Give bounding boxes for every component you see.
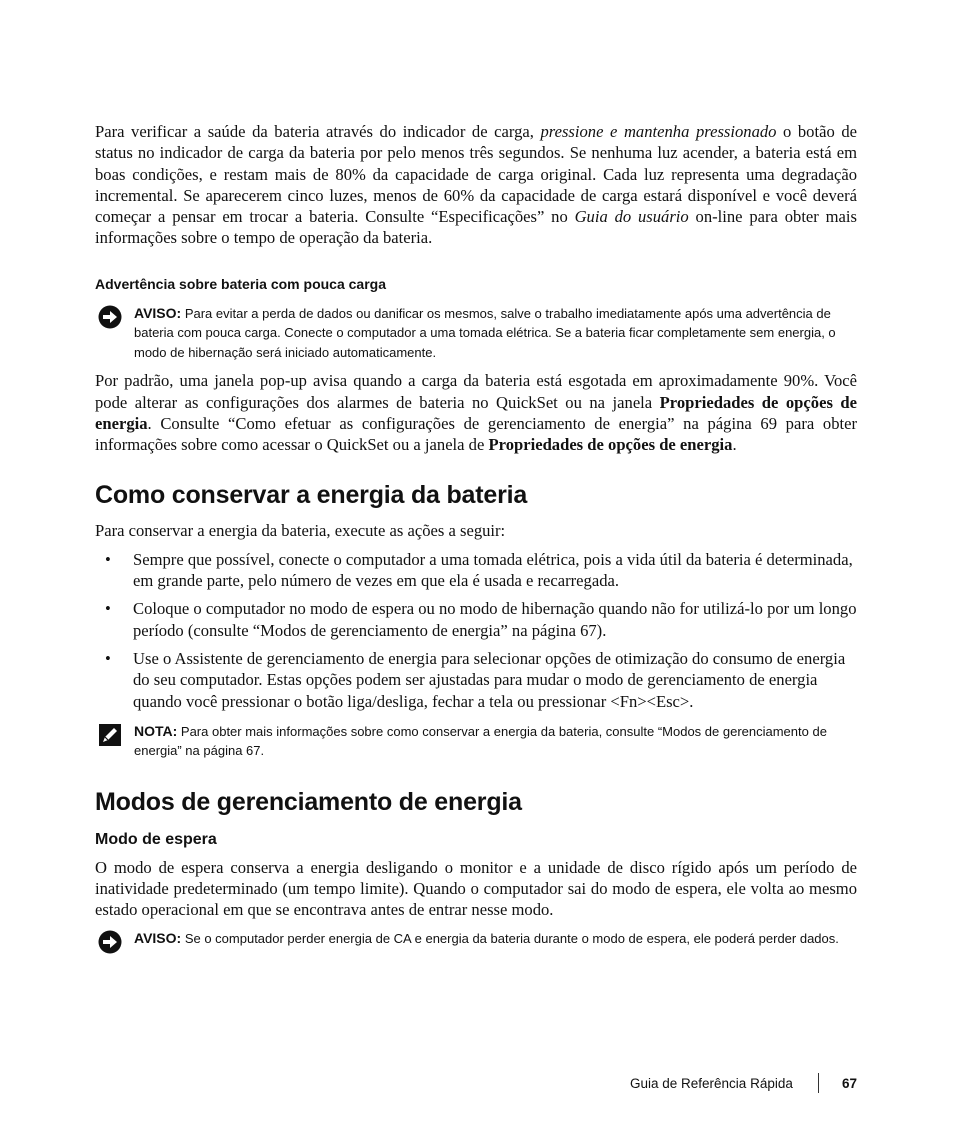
conserve-intro: Para conservar a energia da bateria, execute as ações a seguir:: [95, 521, 506, 541]
notice-text: Se o computador perder energia de CA e energia da bateria durante o modo de espera, ele poderá perder dados.: [181, 930, 839, 946]
conserve-list: [95, 549, 857, 712]
note-text: Para obter mais informações sobre como conservar a energia da bateria, consulte “Modos de gerenciamento de energia” na página 67.: [134, 723, 827, 759]
intro-paragraph: Para verificar a saúde da bateria através do indicador de carga, pressione e mantenha pressionado o botão de status no indicador de carga da bateria por pelo menos três segundos. Se nenhuma luz acender, a bateria está em boas condições, e restam mais de 80% da capacidade de carga original. Cada luz representa uma degradação incremental. Se aparecerem cinco luzes, menos de 60% da capacidade de carga estará disponível e você deverá começar a pensar em trocar a bateria. Consulte “Especificações” no Guia do usuário on-line para obter mais informações sobre o tempo de operação da bateria.: [95, 122, 857, 248]
notice-icon: [98, 305, 122, 329]
low-battery-notice: [95, 304, 857, 363]
notice-text: Para evitar a perda de dados ou danificar os mesmos, salve o trabalho imediatamente após uma advertência de bateria com pouca carga. Conecte o computador a uma tomada elétrica. Se a bateria ficar completamente sem energia, o modo de hibernação será iniciado automaticamente.: [134, 305, 836, 360]
note-label: NOTA:: [134, 722, 178, 739]
notice-label: AVISO:: [134, 929, 182, 946]
standby-notice: [95, 929, 857, 949]
document-page: [95, 121, 857, 948]
low-battery-paragraph: Por padrão, uma janela pop-up avisa quando a carga da bateria está esgotada em aproximadamente 90%. Você pode alterar as configurações dos alarmes de bateria no QuickSet ou na janela Propriedades de opções de energia. Consulte “Como efetuar as configurações de gerenciamento de energia” na página 69 para obter informações sobre como acessar o QuickSet ou a janela de Propriedades de opções de energia.: [95, 371, 857, 455]
list-item: • Sempre que possível, conecte o computador a uma tomada elétrica, pois a vida útil da bateria é determinada, em grande parte, pelo número de vezes em que ela é usada e recarregada.: [105, 549, 853, 591]
note-icon: [98, 723, 122, 747]
modes-heading: Modos de gerenciamento de energia: [95, 787, 522, 816]
standby-heading: Modo de espera: [95, 830, 217, 848]
conserve-note: [95, 722, 857, 761]
list-item: • Use o Assistente de gerenciamento de energia para selecionar opções de otimização do consumo de energia do seu computador. Estas opções podem ser ajustadas para mudar o modo de gerenciamento de energia quando você pressionar o botão liga/desliga, fechar a tela ou pressionar <Fn><Esc>.: [105, 648, 846, 711]
footer-separator: [818, 1073, 819, 1093]
page-number: 67: [842, 1076, 858, 1091]
notice-icon: [98, 930, 122, 954]
standby-paragraph: O modo de espera conserva a energia desligando o monitor e a unidade de disco rígido após um período de inatividade predeterminado (um tempo limite). Quando o computador sai do modo de espera, ele volta ao mesmo estado operacional em que se encontrava antes de entrar nesse modo.: [95, 857, 857, 920]
low-battery-heading: Advertência sobre bateria com pouca carga: [95, 275, 386, 292]
conserve-heading: Como conservar a energia da bateria: [95, 481, 528, 510]
list-item: • Coloque o computador no modo de espera ou no modo de hibernação quando não for utilizá-lo por um longo período (consulte “Modos de gerenciamento de energia” na página 67).: [105, 599, 857, 640]
notice-label: AVISO:: [134, 304, 182, 321]
footer-guide-title: Guia de Referência Rápida: [630, 1076, 793, 1091]
